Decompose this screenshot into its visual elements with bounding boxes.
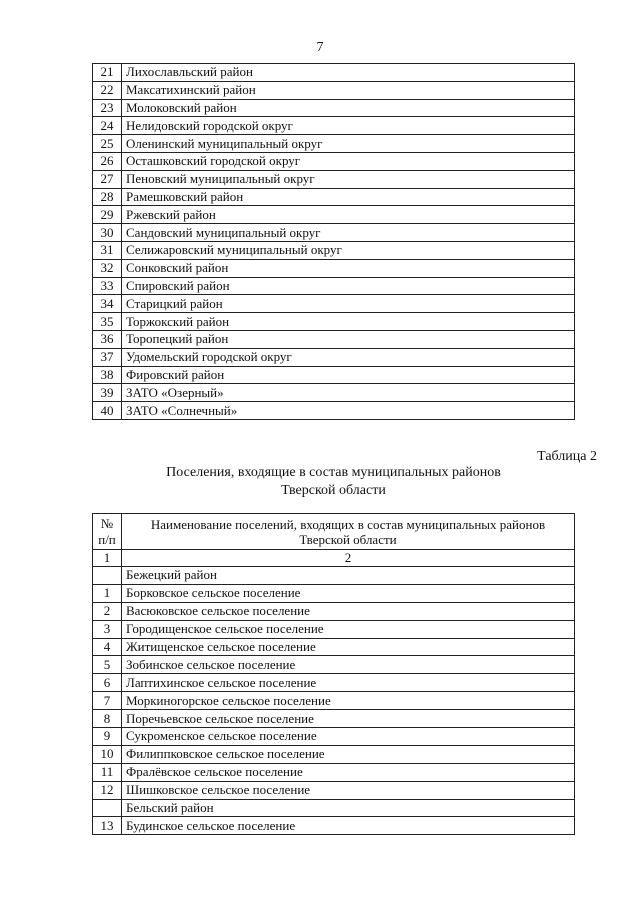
table-title-line-1: Поселения, входящие в состав муниципальных районов <box>166 465 501 480</box>
row-number-cell: 39 <box>93 384 122 402</box>
row-name-cell: Торжокский район <box>122 313 575 331</box>
table-row <box>93 763 575 781</box>
table-row <box>93 620 575 638</box>
row-number-cell: 32 <box>93 259 122 277</box>
table-title <box>92 464 575 500</box>
row-name-cell: Поречьевское сельское поселение <box>122 710 575 728</box>
row-name-cell: Бельский район <box>122 799 575 817</box>
column-index-2: 2 <box>122 550 575 567</box>
row-number-cell: 21 <box>93 64 122 82</box>
table-row <box>93 135 575 153</box>
row-name-cell: ЗАТО «Озерный» <box>122 384 575 402</box>
row-name-cell: Старицкий район <box>122 295 575 313</box>
row-name-cell: Васюковское сельское поселение <box>122 602 575 620</box>
header-name-cell: Наименование поселений, входящих в состав муниципальных районов Тверской области <box>122 514 575 550</box>
row-number-cell: 2 <box>93 602 122 620</box>
row-name-cell: Сонковский район <box>122 259 575 277</box>
row-number-cell: 5 <box>93 656 122 674</box>
row-name-cell: Селижаровский муниципальный округ <box>122 241 575 259</box>
row-name-cell: Лихославльский район <box>122 64 575 82</box>
row-name-cell: Фировский район <box>122 366 575 384</box>
row-name-cell: Шишковское сельское поселение <box>122 781 575 799</box>
row-number-cell: 6 <box>93 674 122 692</box>
row-name-cell: Сандовский муниципальный округ <box>122 224 575 242</box>
row-number-cell: 11 <box>93 763 122 781</box>
table-row <box>93 99 575 117</box>
row-number-cell: 34 <box>93 295 122 313</box>
row-name-cell: Максатихинский район <box>122 81 575 99</box>
table-row <box>93 692 575 710</box>
row-name-cell: Пеновский муниципальный округ <box>122 170 575 188</box>
table-row <box>93 817 575 835</box>
row-name-cell: Торопецкий район <box>122 330 575 348</box>
row-name-cell: Зобинское сельское поселение <box>122 656 575 674</box>
table-row <box>93 188 575 206</box>
row-name-cell: Моркиногорское сельское поселение <box>122 692 575 710</box>
table-row <box>93 330 575 348</box>
row-number-cell: 36 <box>93 330 122 348</box>
table-row <box>93 384 575 402</box>
row-number-cell: 27 <box>93 170 122 188</box>
row-name-cell: Удомельский городской округ <box>122 348 575 366</box>
table-row <box>93 602 575 620</box>
table-row <box>93 295 575 313</box>
row-number-cell <box>93 567 122 585</box>
row-name-cell: Бежецкий район <box>122 567 575 585</box>
row-name-cell: Оленинский муниципальный округ <box>122 135 575 153</box>
row-number-cell: 26 <box>93 152 122 170</box>
table-row <box>93 348 575 366</box>
row-number-cell: 23 <box>93 99 122 117</box>
row-name-cell: Житищенское сельское поселение <box>122 638 575 656</box>
table-row <box>93 745 575 763</box>
row-name-cell: ЗАТО «Солнечный» <box>122 402 575 420</box>
table-row <box>93 170 575 188</box>
table-row <box>93 656 575 674</box>
table-row <box>93 402 575 420</box>
header-number-abbr: п/п <box>98 531 116 547</box>
row-name-cell: Сукроменское сельское поселение <box>122 728 575 746</box>
table-row <box>93 584 575 602</box>
row-number-cell: 7 <box>93 692 122 710</box>
table-row <box>93 206 575 224</box>
table-row <box>93 728 575 746</box>
row-number-cell: 1 <box>93 584 122 602</box>
row-number-cell: 33 <box>93 277 122 295</box>
table-row <box>93 567 575 585</box>
row-number-cell: 31 <box>93 241 122 259</box>
table-row <box>93 710 575 728</box>
row-name-cell: Молоковский район <box>122 99 575 117</box>
page-number: 7 <box>316 40 324 55</box>
row-number-cell: 37 <box>93 348 122 366</box>
row-number-cell: 22 <box>93 81 122 99</box>
row-number-cell <box>93 799 122 817</box>
row-number-cell: 9 <box>93 728 122 746</box>
column-index-row <box>93 550 575 567</box>
table-row <box>93 313 575 331</box>
row-number-cell: 24 <box>93 117 122 135</box>
header-number-symbol: № <box>100 515 114 531</box>
row-name-cell: Осташковский городской округ <box>122 152 575 170</box>
row-name-cell: Городищенское сельское поселение <box>122 620 575 638</box>
row-number-cell: 29 <box>93 206 122 224</box>
row-number-cell: 12 <box>93 781 122 799</box>
table-label: Таблица 2 <box>537 449 597 464</box>
row-number-cell: 4 <box>93 638 122 656</box>
row-name-cell: Лаптихинское сельское поселение <box>122 674 575 692</box>
row-number-cell: 28 <box>93 188 122 206</box>
row-number-cell: 3 <box>93 620 122 638</box>
row-number-cell: 40 <box>93 402 122 420</box>
table-row <box>93 799 575 817</box>
row-name-cell: Борковское сельское поселение <box>122 584 575 602</box>
column-index-1: 1 <box>93 550 122 567</box>
table-row <box>93 259 575 277</box>
row-number-cell: 13 <box>93 817 122 835</box>
table-row <box>93 224 575 242</box>
row-name-cell: Спировский район <box>122 277 575 295</box>
row-number-cell: 30 <box>93 224 122 242</box>
table-row <box>93 781 575 799</box>
row-name-cell: Ржевский район <box>122 206 575 224</box>
settlements-table-body <box>93 514 575 835</box>
row-name-cell: Нелидовский городской округ <box>122 117 575 135</box>
row-number-cell: 10 <box>93 745 122 763</box>
row-name-cell: Будинское сельское поселение <box>122 817 575 835</box>
table-title-line-2: Тверской области <box>281 483 386 498</box>
row-name-cell: Рамешковский район <box>122 188 575 206</box>
table-row <box>93 117 575 135</box>
table-row <box>93 366 575 384</box>
districts-table-continued <box>92 63 575 420</box>
row-number-cell: 25 <box>93 135 122 153</box>
row-number-cell: 8 <box>93 710 122 728</box>
settlements-table <box>92 513 575 835</box>
districts-table-body <box>93 64 575 420</box>
header-number-cell <box>93 514 122 550</box>
table-row <box>93 152 575 170</box>
row-name-cell: Фралёвское сельское поселение <box>122 763 575 781</box>
table-row <box>93 241 575 259</box>
table-header-row <box>93 514 575 550</box>
table-row <box>93 638 575 656</box>
table-row <box>93 277 575 295</box>
row-number-cell: 38 <box>93 366 122 384</box>
table-row <box>93 64 575 82</box>
row-number-cell: 35 <box>93 313 122 331</box>
table-row <box>93 81 575 99</box>
row-name-cell: Филиппковское сельское поселение <box>122 745 575 763</box>
table-row <box>93 674 575 692</box>
